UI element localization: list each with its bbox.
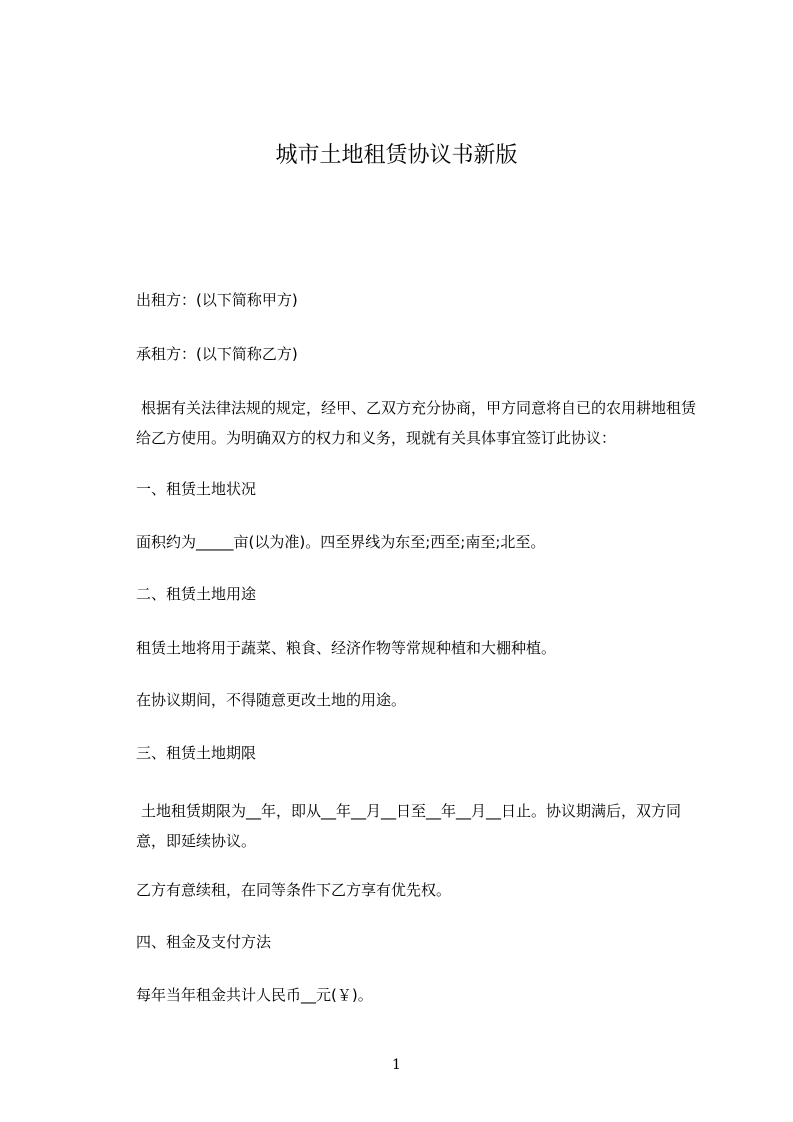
section4-text-1: 每年当年租金共计人民币__元(￥)。 [136, 986, 373, 1004]
section3-text-1: 土地租赁期限为__年，即从__年__月__日至__年__月__日止。协议期满后，双方同意，即延续协议。 [136, 802, 682, 850]
section2-heading: 二、租赁土地用途 [136, 585, 257, 603]
document-title: 城市土地租赁协议书新版 [275, 143, 518, 168]
section1-heading: 一、租赁土地状况 [136, 480, 257, 498]
page-number: 1 [392, 1057, 401, 1073]
section4-heading: 四、租金及支付方法 [136, 933, 272, 951]
section1-text: 面积约为_____亩(以为准)。四至界线为东至;西至;南至;北至。 [136, 533, 546, 551]
section3-text-2: 乙方有意续租，在同等条件下乙方享有优先权。 [136, 881, 452, 899]
intro-paragraph: 根据有关法律法规的规定，经甲、乙双方充分协商，甲方同意将自已的农用耕地租赁给乙方使用。为明确双方的权力和义务，现就有关具体事宜签订此协议： [136, 399, 697, 447]
section2-text-2: 在协议期间，不得随意更改土地的用途。 [136, 691, 407, 709]
section3-heading: 三、租赁土地期限 [136, 744, 257, 762]
lessor-line: 出租方：(以下简称甲方) [136, 291, 298, 309]
lessee-line: 承租方：(以下简称乙方) [136, 345, 298, 363]
section2-text-1: 租赁土地将用于蔬菜、粮食、经济作物等常规种植和大棚种植。 [136, 639, 557, 657]
